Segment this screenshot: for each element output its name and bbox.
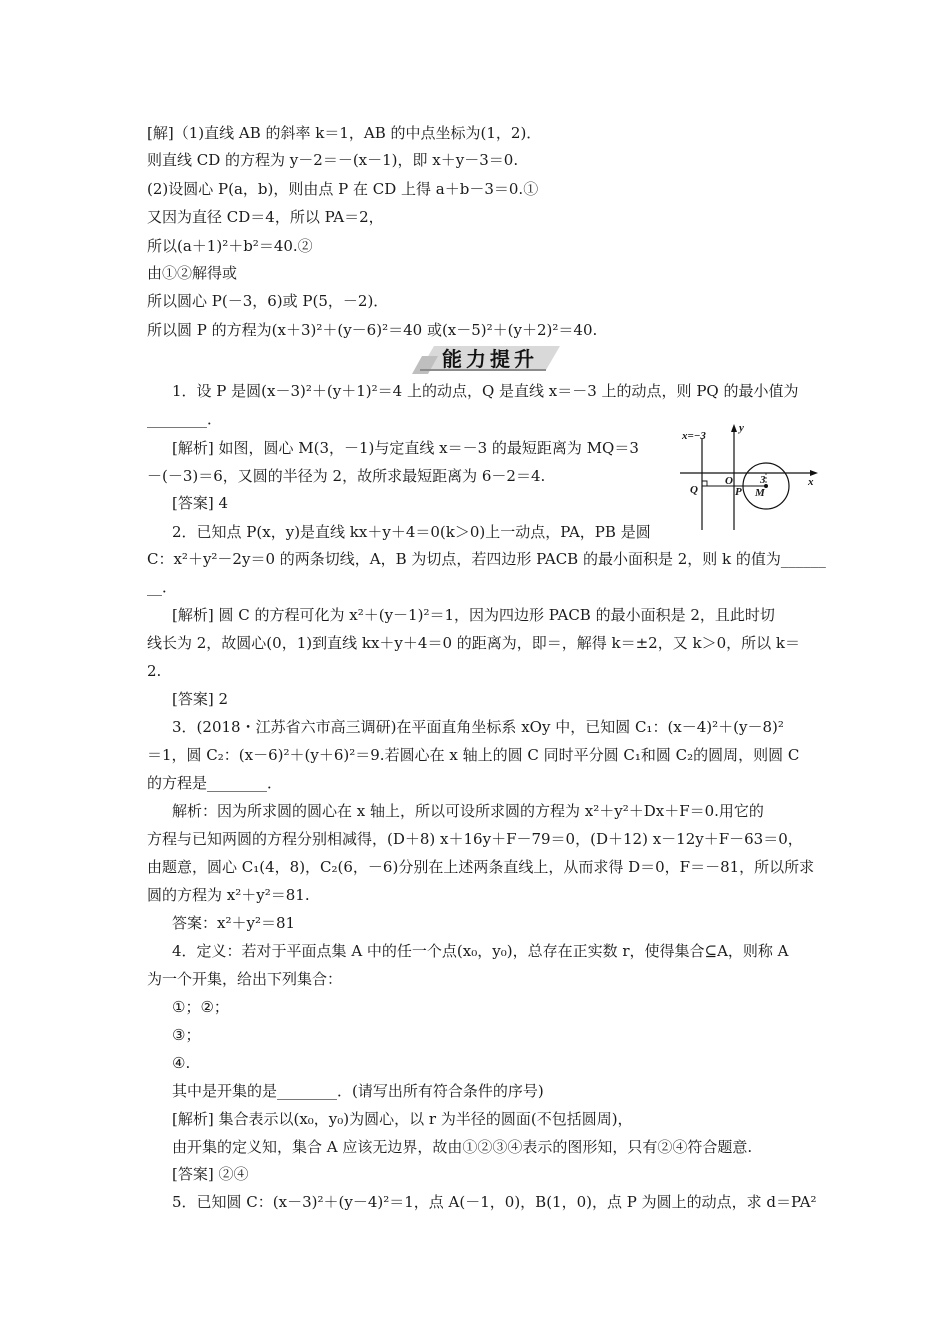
figure-label-3: 3 <box>760 474 766 486</box>
analysis-line: 方程与已知两圆的方程分别相减得，(D＋8) x＋16y＋F－79＝0，(D＋12) x－12y＋F－63＝0， <box>147 830 803 848</box>
analysis-line: [解析] 集合表示以(x₀，y₀)为圆心，以 r 为半径的圆面(不包括圆周)， <box>172 1110 633 1128</box>
figure-label-y: y <box>739 422 744 434</box>
section-banner <box>412 340 562 374</box>
analysis-line: －(－3)＝6，又圆的半径为 2，故所求最短距离为 6－2＝4. <box>147 467 546 485</box>
figure-label-x: x <box>808 476 814 488</box>
answer-blank: ________． <box>147 410 223 428</box>
analysis-line: 圆的方程为 x²＋y²＝81. <box>147 886 310 904</box>
analysis-line: [解析] 如图，圆心 M(3，－1)与定直线 x＝－3 的最短距离为 MQ＝3 <box>172 439 639 457</box>
analysis-line: 解析：因为所求圆的圆心在 x 轴上，所以可设所求圆的方程为 x²＋y²＋Dx＋F＝0.用它的 <box>172 802 764 820</box>
question-line: 5．已知圆 C：(x－3)²＋(y－4)²＝1，点 A(－1，0)，B(1，0)，点 P 为圆上的动点，求 d＝PA² <box>172 1193 817 1211</box>
question-line: ③； <box>172 1026 201 1044</box>
answer-line: [答案] 2 <box>172 690 229 708</box>
section-title: 能力提升 <box>442 347 538 371</box>
figure-label-p: P <box>735 486 742 498</box>
analysis-line: 2. <box>147 662 162 680</box>
question-line: 3．(2018・江苏省六市高三调研)在平面直角坐标系 xOy 中，已知圆 C₁：(x－4)²＋(y－8)² <box>172 718 784 736</box>
solution-line: 所以圆心 P(－3，6)或 P(5，－2)． <box>147 292 389 310</box>
question-line: ①；②； <box>172 998 229 1016</box>
answer-line: [答案] ②④ <box>172 1165 249 1183</box>
geometry-figure <box>680 420 820 532</box>
figure-label-o: O <box>725 475 733 487</box>
answer-line: [答案] 4 <box>172 494 229 512</box>
solution-line: 所以圆 P 的方程为(x＋3)²＋(y－6)²＝40 或(x－5)²＋(y＋2)²＝40. <box>147 321 598 339</box>
analysis-line: 由开集的定义知，集合 A 应该无边界，故由①②③④表示的图形知，只有②④符合题意. <box>172 1138 753 1156</box>
question-line: ④. <box>172 1054 191 1072</box>
answer-blank: __． <box>147 578 178 596</box>
solution-line: 由①②解得或 <box>147 264 238 282</box>
solution-line: 则直线 CD 的方程为 y－2＝－(x－1)，即 x＋y－3＝0. <box>147 151 519 169</box>
analysis-line: [解析] 圆 C 的方程可化为 x²＋(y－1)²＝1，因为四边形 PACB 的最小面积是 2，且此时切 <box>172 606 775 624</box>
question-line: 1．设 P 是圆(x－3)²＋(y＋1)²＝4 上的动点，Q 是直线 x＝－3 上的动点，则 PQ 的最小值为 <box>172 382 799 400</box>
question-line: 为一个开集，给出下列集合： <box>147 970 343 988</box>
figure-label-line: x=−3 <box>682 430 706 442</box>
solution-line: 又因为直径 CD＝4，所以 PA＝2， <box>147 208 384 226</box>
answer-line: 答案：x²＋y²＝81 <box>172 914 296 932</box>
figure-label-m: M <box>755 487 765 499</box>
question-line: 4．定义：若对于平面点集 A 中的任一个点(x₀，y₀)，总存在正实数 r，使得集合⊆A，则称 A <box>172 942 789 960</box>
figure-label-q: Q <box>690 484 698 496</box>
question-line: 2．已知点 P(x，y)是直线 kx＋y＋4＝0(k＞0)上一动点，PA，PB 是圆 <box>172 523 651 541</box>
question-line: ＝1，圆 C₂：(x－6)²＋(y＋6)²＝9.若圆心在 x 轴上的圆 C 同时平分圆 C₁和圆 C₂的圆周，则圆 C <box>147 746 800 764</box>
question-line: C：x²＋y²－2y＝0 的两条切线，A，B 为切点，若四边形 PACB 的最小面积是 2，则 k 的值为______ <box>147 550 826 568</box>
solution-line: (2)设圆心 P(a，b)，则由点 P 在 CD 上得 a＋b－3＝0.① <box>147 180 539 198</box>
solution-line: 所以(a＋1)²＋b²＝40.② <box>147 237 313 255</box>
analysis-line: 由题意，圆心 C₁(4，8)，C₂(6，－6)分别在上述两条直线上，从而求得 D＝0，F＝－81，所以所求 <box>147 858 815 876</box>
question-line: 的方程是________． <box>147 774 283 792</box>
question-line: 其中是开集的是________．(请写出所有符合条件的序号) <box>172 1082 544 1100</box>
solution-line: [解]（1)直线 AB 的斜率 k＝1，AB 的中点坐标为(1，2)． <box>147 124 542 142</box>
analysis-line: 线长为 2，故圆心(0，1)到直线 kx＋y＋4＝0 的距离为，即＝，解得 k＝±2，又 k＞0，所以 k＝ <box>147 634 800 652</box>
